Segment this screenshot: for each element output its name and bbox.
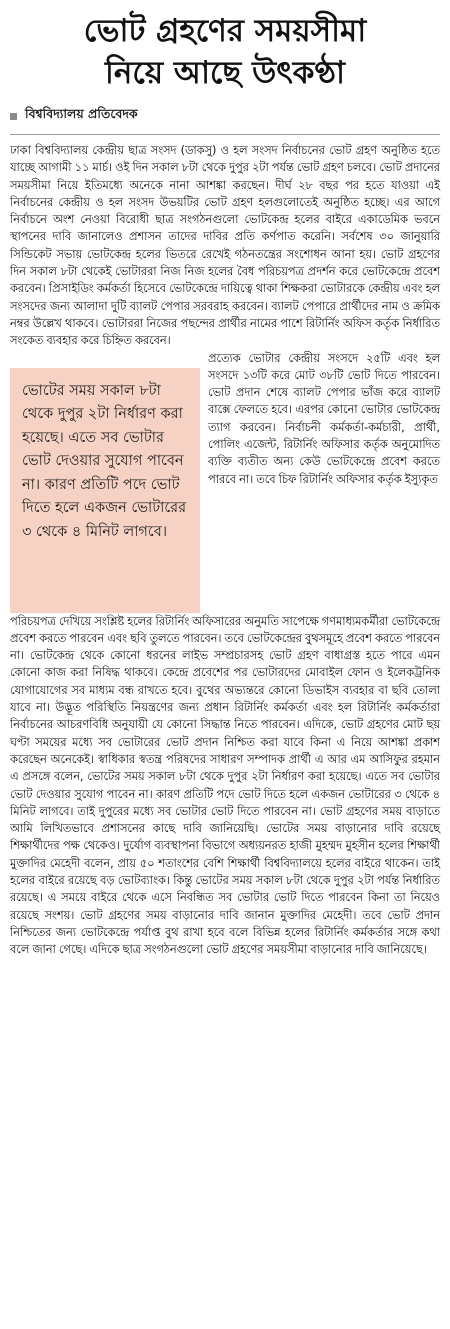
square-bullet-icon xyxy=(10,113,17,120)
byline-text: বিশ্ববিদ্যালয় প্রতিবেদক xyxy=(25,106,138,121)
headline-line-1: ভোট গ্রহণের সময়সীমা xyxy=(83,13,367,49)
pull-quote: ভোটের সময় সকাল ৮টা থেকে দুপুর ২টা নির্ধারণ করা হয়েছে। এতে সব ভোটার ভোট দেওয়ার সুযোগ পাবেন না। কারণ প্রতিটি পদে ভোট দিতে হলে একজন ভোটারের ৩ থেকে ৪ মিনিট লাগবে। xyxy=(10,368,200,613)
headline-line-2: নিয়ে আছে উৎকণ্ঠা xyxy=(105,55,345,91)
article-paragraph-bottom: পরিচয়পত্র দেখিয়ে সংশ্লিষ্ট হলের রিটার্নিং অফিসারের অনুমতি সাপেক্ষে গণমাধ্যমকর্মীরা ভোটকেন্দ্রে প্রবেশ করতে পারবেন এবং ছবি তুলতে পারবেন। তবে ভোটকেন্দ্রের বুথসমূহে প্রবেশ করতে পারবেন না। ভোটকেন্দ্র থেকে কোনো ধরনের লাইভ সম্প্রচারসহ ভোট গ্রহণ বাধাগ্রস্ত হতে পারে এমন কোনো কাজ করা নিষিদ্ধ থাকবে। কেন্দ্রে প্রবেশের পর ভোটারদের মোবাইল ফোন ও ইলেকট্রনিক যোগাযোগের সব মাধ্যম বন্ধ রাখতে হবে। বুথের অভ্যন্তরে কোনো ডিভাইস ব্যবহার বা ছবি তোলা যাবে না। উদ্ভূত পরিস্থিতি নিয়ন্ত্রণের জন্য প্রধান রিটার্নিং কর্মকর্তা এবং হল রিটার্নিং কর্মকর্তারা নির্বাচনের আচরণবিধি অনুযায়ী যে কোনো সিদ্ধান্ত নিতে পারবেন। এদিকে, ভোট গ্রহণের মোট ছয় ঘণ্টা সময়ের মধ্যে সব ভোটারের ভোট প্রদান নিশ্চিত করা যাবে কিনা এ নিয়ে আশঙ্কা প্রকাশ করেছেন অনেকেই। স্বাধিকার স্বতন্ত্র পরিষদের সাধারণ সম্পাদক প্রার্থী এ আর এম আসিফুর রহমান এ প্রসঙ্গে বলেন, ভোটের সময় সকাল ৮টা থেকে দুপুর ২টা নির্ধারণ করা হয়েছে। এতে সব ভোটার ভোট দেওয়ার সুযোগ পাবেন না। কারণ প্রতিটি পদে ভোট দিতে হলে একজন ভোটারের ৩ থেকে ৪ মিনিট লাগবে। তাই দুপুরের মধ্যে সব ভোটার ভোট দিতে পারবেন না। ভোট গ্রহণের সময় বাড়াতে আমি লিখিতভাবে প্রশাসনের কাছে দাবি জানিয়েছি। ভোটের সময় বাড়ানোর দাবি রয়েছে শিক্ষার্থীদের পক্ষ থেকেও। দুর্যোগ ব্যবস্থাপনা বিভাগে অধ্যয়নরত হাজী মুহম্মদ মুহসীন হলের শিক্ষার্থী মুক্তাদির মেহেদী বলেন, প্রায় ৫০ শতাংশের বেশি শিক্ষার্থী বিশ্ববিদ্যালয়ে হলের বাইরে থাকেন। তাই হলের বাইরে রয়েছে বড় ভোটব্যাংক। কিন্তু ভোটের সময় সকাল ৮টা থেকে দুপুর ২টা পর্যন্ত নির্ধারিত রয়েছে। এ সময়ে বাইরে থেকে এসে নিবন্ধিত সব ভোটার ভোট দিতে পারবেন কিনা তা নিয়েও রয়েছে সংশয়। ভোট গ্রহণের সময় বাড়ানোর দাবি জানান মুক্তাদির মেহেদী। তবে ভোট প্রদান নিশ্চিতের জন্য ভোটকেন্দ্রে পর্যাপ্ত বুথ রাখা হবে বলে বিভিন্ন হলের রিটার্নিং কর্মকর্তার সঙ্গে কথা বলে জানা গেছে। এদিকে ছাত্র সংগঠনগুলো ভোট গ্রহণের সময়সীমা বাড়ানোর দাবি জানিয়েছে। xyxy=(10,614,440,957)
article-mid-section xyxy=(10,350,440,613)
article-paragraph-mid: প্রত্যেক ভোটার কেন্দ্রীয় সংসদে ২৫টি এবং হল সংসদে ১৩টি করে মোট ৩৮টি ভোট দিতে পারবেন। ভোট প্রদান শেষে ব্যালট পেপার ভাঁজ করে ব্যালট বাক্সে ফেলতে হবে। এরপর কোনো ভোটার ভোটকেন্দ্র ত্যাগ করবেন। নির্বাচনী কর্মকর্তা-কর্মচারী, প্রার্থী, পোলিং এজেন্ট, রিটার্নিং অফিসার কর্তৃক অনুমোদিত ব্যক্তি ব্যতীত অন্য কেউ ভোটকেন্দ্রে প্রবেশ করতে পারবে না। তবে চিফ রিটার্নিং অফিসার কর্তৃক ইস্যুকৃত xyxy=(208,351,440,486)
divider xyxy=(10,134,440,135)
headline xyxy=(10,10,440,94)
article-mid-column xyxy=(208,350,440,613)
article-paragraph-top: ঢাকা বিশ্ববিদ্যালয় কেন্দ্রীয় ছাত্র সংসদ (ডাকসু) ও হল সংসদ নির্বাচনের ভোট গ্রহণ অনুষ্ঠিত হতে যাচ্ছে আগামী ১১ মার্চ। ওই দিন সকাল ৮টা থেকে দুপুর ২টা পর্যন্ত ভোট গ্রহণ চলবে। ভোট প্রদানের সময়সীমা নিয়ে ইতিমধ্যে অনেকে নানা আশঙ্কা করছেন। দীর্ঘ ২৮ বছর পর হতে যাওয়া এই নির্বাচনের কেন্দ্রীয় ও হল সংসদ উভয়টির ভোট গ্রহণ হলগুলোতেই অনুষ্ঠিত হচ্ছে। এর আগে নির্বাচনে অংশ নেওয়া বিরোধী ছাত্র সংগঠনগুলো ভোটকেন্দ্র হলের বাইরে একাডেমিক ভবনে স্থাপনের দাবি জানালেও প্রশাসন তাদের দাবির প্রতি কর্ণপাত করেনি। সর্বশেষ ৩০ জানুয়ারি সিন্ডিকেট সভায় ভোটকেন্দ্র হলের ভিতরে রেখেই গঠনতন্ত্রের সংশোধন আনা হয়। ভোট গ্রহণের দিন সকাল ৮টা থেকেই ভোটাররা নিজ নিজ হলের বৈধ পরিচয়পত্র প্রদর্শন করে ভোটকেন্দ্রে প্রবেশ করবেন। প্রিসাইডিং কর্মকর্তা হিসেবে ভোটকেন্দ্রে দায়িত্বে থাকা শিক্ষকরা ভোটারকে কেন্দ্রীয় এবং হল সংসদের জন্য আলাদা দুটি ব্যালট পেপার সরবরাহ করবেন। ব্যালট পেপারে প্রার্থীদের নাম ও ক্রমিক নম্বর উল্লেখ থাকবে। ভোটাররা নিজের পছন্দের প্রার্থীর নামের পাশে রিটার্নিং অফিস কর্তৃক নির্ধারিত সংকেত ব্যবহার করে চিহ্নিত করবেন। xyxy=(10,144,440,348)
byline xyxy=(10,106,440,126)
